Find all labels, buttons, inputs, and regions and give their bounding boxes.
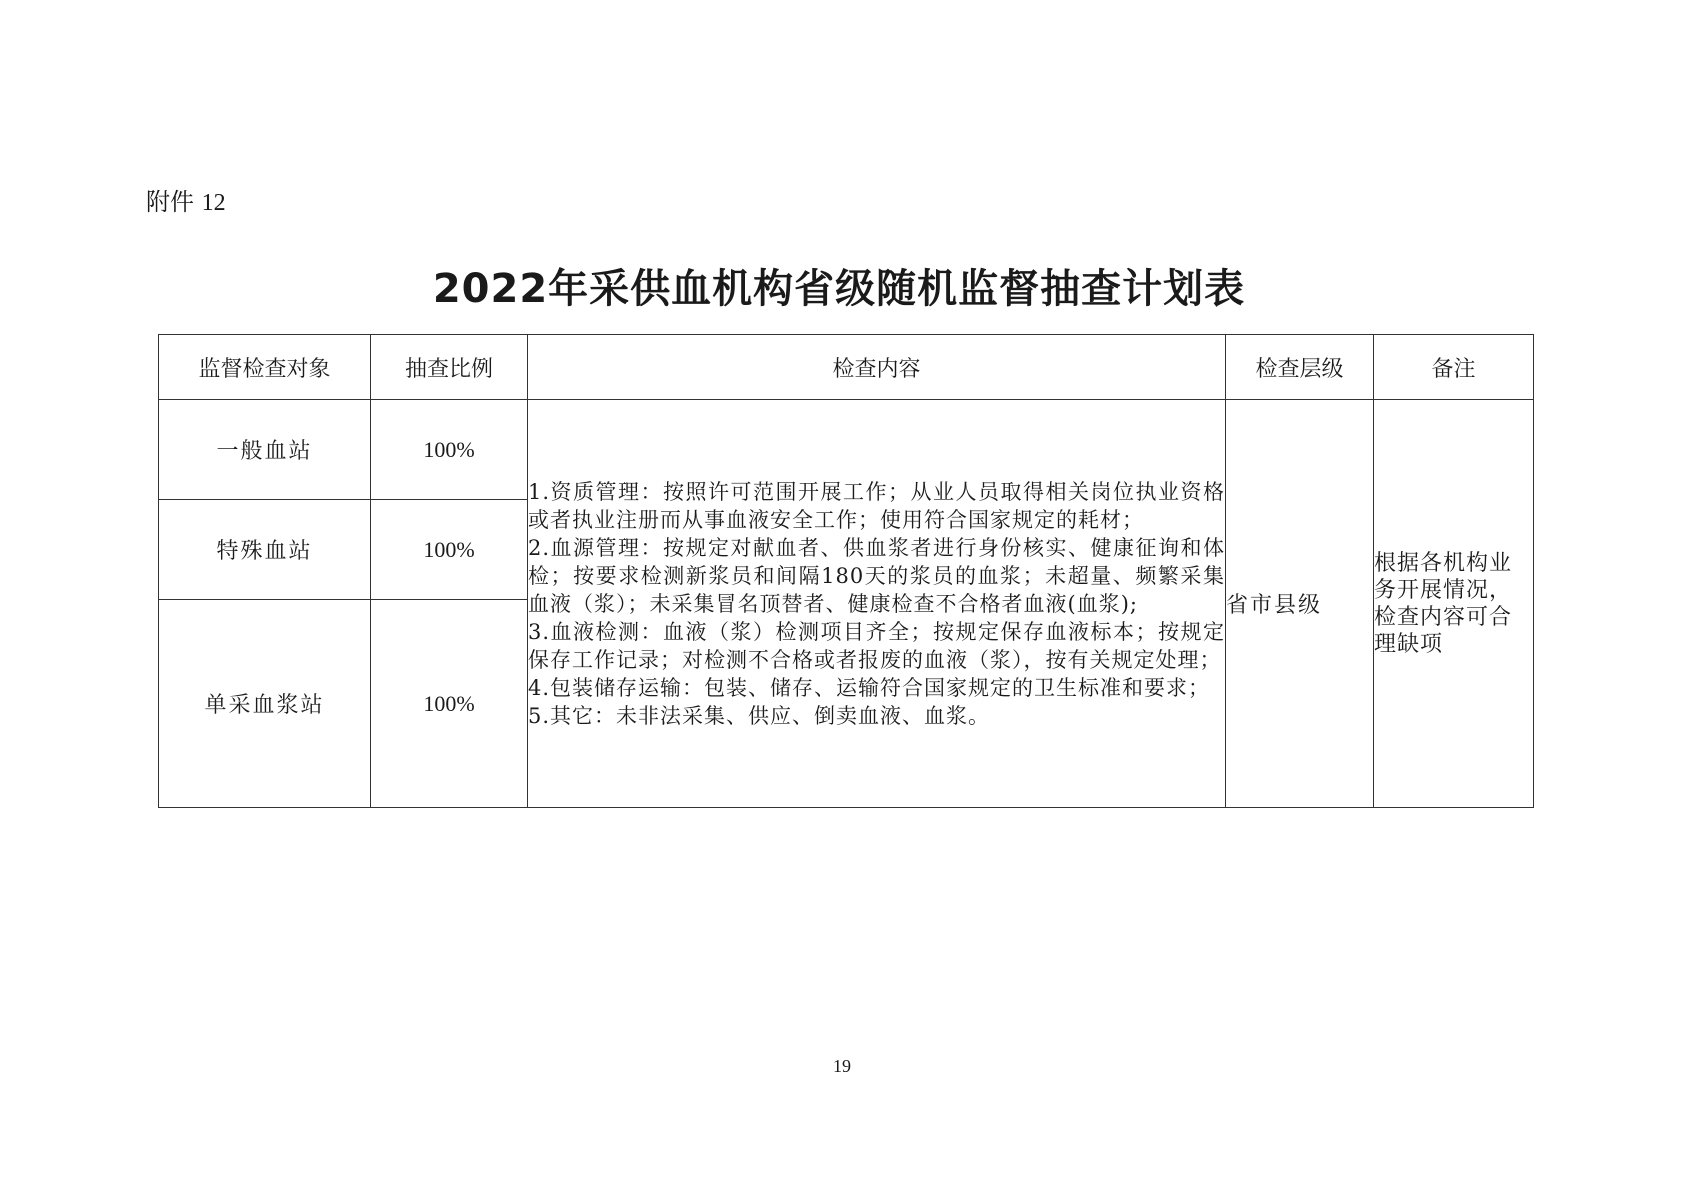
ratio-cell: 100% bbox=[371, 400, 528, 500]
header-ratio: 抽查比例 bbox=[371, 335, 528, 400]
attachment-label bbox=[146, 186, 226, 219]
page-number: 19 bbox=[833, 1056, 851, 1076]
inspection-plan-table bbox=[158, 334, 1534, 808]
remark-cell: 根据各机构业务开展情况，检查内容可合理缺项 bbox=[1374, 400, 1534, 808]
attachment-prefix: 附件 bbox=[146, 188, 194, 216]
header-content: 检查内容 bbox=[528, 335, 1226, 400]
header-level: 检查层级 bbox=[1226, 335, 1374, 400]
header-remark: 备注 bbox=[1374, 335, 1534, 400]
target-cell: 一般血站 bbox=[159, 400, 371, 500]
attachment-number: 12 bbox=[201, 190, 226, 216]
content-item: 1.资质管理：按照许可范围开展工作；从业人员取得相关岗位执业资格或者执业注册而从事血液安全工作；使用符合国家规定的耗材； bbox=[528, 479, 1225, 532]
content-item: 2.血源管理：按规定对献血者、供血浆者进行身份核实、健康征询和体检；按要求检测新浆员和间隔180天的浆员的血浆；未超量、频繁采集血液（浆）；未采集冒名顶替者、健康检查不合格者血液(血浆); bbox=[528, 535, 1225, 616]
table-header-row bbox=[159, 335, 1534, 400]
target-cell: 特殊血站 bbox=[159, 500, 371, 600]
content-item: 4.包装储存运输：包装、储存、运输符合国家规定的卫生标准和要求； bbox=[528, 675, 1211, 700]
document-title: 2022年采供血机构省级随机监督抽查计划表 bbox=[432, 266, 1246, 312]
target-cell: 单采血浆站 bbox=[159, 600, 371, 808]
content-item: 3.血液检测：血液（浆）检测项目齐全；按规定保存血液标本；按规定保存工作记录；对检测不合格或者报废的血液（浆），按有关规定处理； bbox=[528, 619, 1225, 672]
ratio-cell: 100% bbox=[371, 600, 528, 808]
ratio-cell: 100% bbox=[371, 500, 528, 600]
content-item: 5.其它：未非法采集、供应、倒卖血液、血浆。 bbox=[528, 703, 991, 728]
header-target: 监督检查对象 bbox=[159, 335, 371, 400]
level-cell: 省市县级 bbox=[1226, 400, 1374, 808]
table-row bbox=[159, 400, 1534, 500]
content-cell bbox=[528, 400, 1226, 808]
